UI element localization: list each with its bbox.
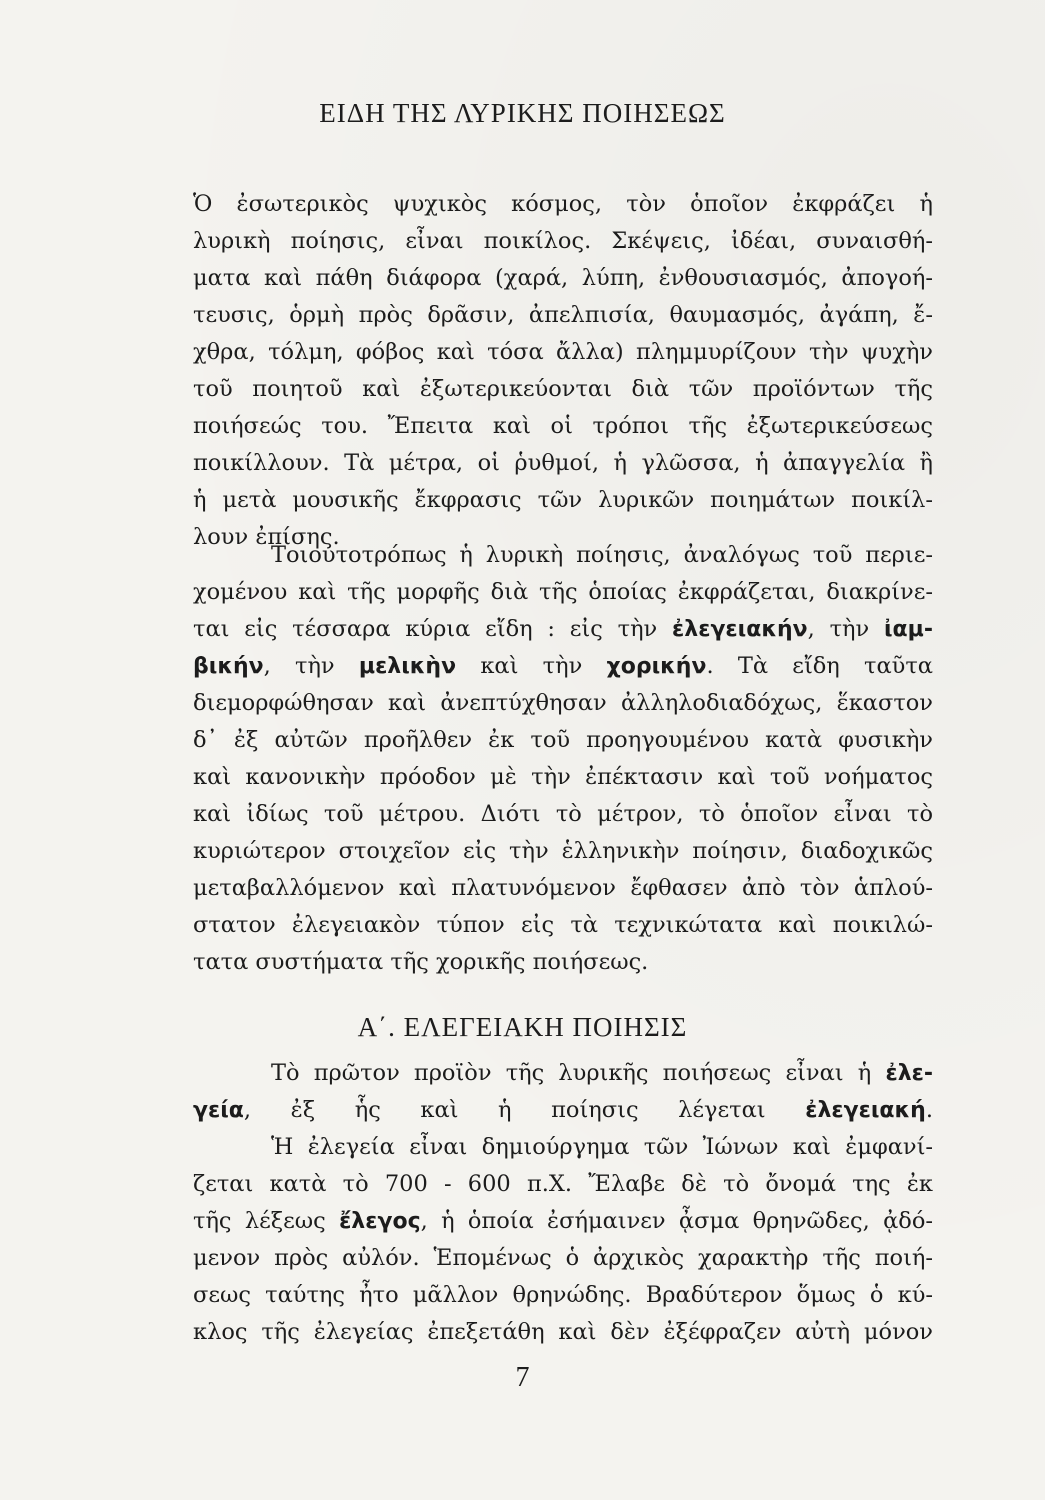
section-heading: Α΄. ΕΛΕΓΕΙΑΚΗ ΠΟΙΗΣΙΣ bbox=[357, 1012, 688, 1042]
text-line: ποιήσεώς του. Ἔπειτα καὶ οἱ τρόποι τῆς ἐξωτερικεύσεως bbox=[193, 413, 933, 439]
text-line: ζεται κατὰ τὸ 700 - 600 π.Χ. Ἔλαβε δὲ τὸ ὄνομά της ἐκ bbox=[193, 1171, 933, 1197]
text-line: ἡ μετὰ μουσικῆς ἔκφρασις τῶν λυρικῶν ποιημάτων ποικίλ- bbox=[193, 487, 933, 513]
text-line: λουν ἐπίσης. bbox=[193, 524, 340, 550]
text-line: χομένου καὶ τῆς μορφῆς διὰ τῆς ὁποίας ἐκφράζεται, διακρίνε- bbox=[193, 579, 933, 605]
term-iambic: ἰαμ- bbox=[883, 617, 933, 642]
text-line bbox=[193, 1055, 933, 1092]
term-elegy-cont: γεία bbox=[193, 1098, 244, 1123]
text-line: τοῦ ποιητοῦ καὶ ἐξωτερικεύονται διὰ τῶν προϊόντων τῆς bbox=[193, 376, 933, 402]
text-line: σεως ταύτης ἦτο μᾶλλον θρηνώδης. Βραδύτερον ὅμως ὁ κύ- bbox=[193, 1282, 933, 1308]
text-line: λυρικὴ ποίησις, εἶναι ποικίλος. Σκέψεις, ἰδέαι, συναισθή- bbox=[193, 228, 933, 254]
text-span: καὶ τὴν bbox=[480, 653, 583, 679]
term-elegiac: ἐλεγειακήν bbox=[672, 617, 808, 642]
text-span: Τὸ πρῶτον προϊὸν τῆς λυρικῆς ποιήσεως εἶναι ἡ bbox=[271, 1060, 872, 1086]
term-iambic-cont: βικήν bbox=[193, 654, 264, 679]
paragraph-intro bbox=[193, 186, 933, 556]
text-span: , ἡ ὁποία ἐσήμαινεν ᾆσμα θρηνῶδες, ᾀδό- bbox=[420, 1208, 934, 1234]
term-elegy: ἐλε- bbox=[885, 1061, 933, 1086]
term-melic: μελικὴν bbox=[358, 654, 457, 679]
text-line: χθρα, τόλμη, φόβος καὶ τόσα ἄλλα) πλημμυρίζουν τὴν ψυχὴν bbox=[193, 339, 933, 365]
paragraph-kinds bbox=[193, 537, 933, 981]
text-line bbox=[193, 1092, 933, 1129]
text-line: δ᾽ ἐξ αὐτῶν προῆλθεν ἐκ τοῦ προηγουμένου κατὰ φυσικὴν bbox=[193, 727, 933, 753]
text-line bbox=[193, 611, 933, 648]
text-line: Τοιουτοτρόπως ἡ λυρικὴ ποίησις, ἀναλόγως τοῦ περιε- bbox=[271, 542, 933, 568]
text-span: . Τὰ εἴδη ταῦτα bbox=[706, 653, 933, 679]
text-line: ποικίλλουν. Τὰ μέτρα, οἱ ῥυθμοί, ἡ γλῶσσα, ἡ ἀπαγγελία ἢ bbox=[193, 450, 933, 476]
text-span: . bbox=[925, 1097, 933, 1123]
term-elegiac-poetry: ἐλεγειακή bbox=[805, 1098, 926, 1123]
text-span: , ἐξ ἧς καὶ ἡ ποίησις λέγεται bbox=[243, 1097, 766, 1123]
text-line: κυριώτερον στοιχεῖον εἰς τὴν ἑλληνικὴν ποίησιν, διαδοχικῶς bbox=[193, 838, 933, 864]
text-line: μεταβαλλόμενον καὶ πλατυνόμενον ἔφθασεν ἀπὸ τὸν ἁπλού- bbox=[193, 875, 933, 901]
text-span: τῆς λέξεως bbox=[193, 1208, 326, 1234]
text-line: τευσις, ὁρμὴ πρὸς δρᾶσιν, ἀπελπισία, θαυμασμός, ἀγάπη, ἔ- bbox=[193, 302, 933, 328]
text-line: κλος τῆς ἐλεγείας ἐπεξετάθη καὶ δὲν ἐξέφραζεν αὐτὴ μόνον bbox=[193, 1319, 933, 1345]
text-line: καὶ ἰδίως τοῦ μέτρου. Διότι τὸ μέτρον, τὸ ὁποῖον εἶναι τὸ bbox=[193, 801, 933, 827]
text-line: καὶ κανονικὴν πρόοδον μὲ τὴν ἐπέκτασιν καὶ τοῦ νοήματος bbox=[193, 764, 933, 790]
text-line bbox=[193, 1203, 933, 1240]
text-line bbox=[193, 648, 933, 685]
term-elegos: ἔλεγος bbox=[339, 1209, 421, 1234]
text-line: στατον ἐλεγειακὸν τύπον εἰς τὰ τεχνικώτατα καὶ ποικιλώ- bbox=[193, 912, 933, 938]
paragraph-elegy bbox=[193, 1055, 933, 1351]
text-line: μενον πρὸς αὐλόν. Ἑπομένως ὁ ἀρχικὸς χαρακτὴρ τῆς ποιή- bbox=[193, 1245, 933, 1271]
text-span: , τὴν bbox=[263, 653, 335, 679]
chapter-heading: ΕΙΔΗ ΤΗΣ ΛΥΡΙΚΗΣ ΠΟΙΗΣΕΩΣ bbox=[319, 98, 726, 128]
page-number: 7 bbox=[515, 1362, 530, 1393]
text-span: , τὴν bbox=[807, 616, 870, 642]
term-choral: χορικήν bbox=[606, 654, 707, 679]
text-line: ματα καὶ πάθη διάφορα (χαρά, λύπη, ἐνθουσιασμός, ἀπογοή- bbox=[193, 265, 933, 291]
text-line: τατα συστήματα τῆς χορικῆς ποιήσεως. bbox=[193, 949, 649, 975]
text-line: Ἡ ἐλεγεία εἶναι δημιούργημα τῶν Ἰώνων καὶ ἐμφανί- bbox=[271, 1134, 933, 1160]
text-span: ται εἰς τέσσαρα κύρια εἴδη : εἰς τὴν bbox=[193, 616, 658, 642]
text-line: διεμορφώθησαν καὶ ἀνεπτύχθησαν ἀλληλοδιαδόχως, ἕκαστον bbox=[193, 690, 933, 716]
text-line: Ὁ ἐσωτερικὸς ψυχικὸς κόσμος, τὸν ὁποῖον ἐκφράζει ἡ bbox=[193, 191, 933, 217]
